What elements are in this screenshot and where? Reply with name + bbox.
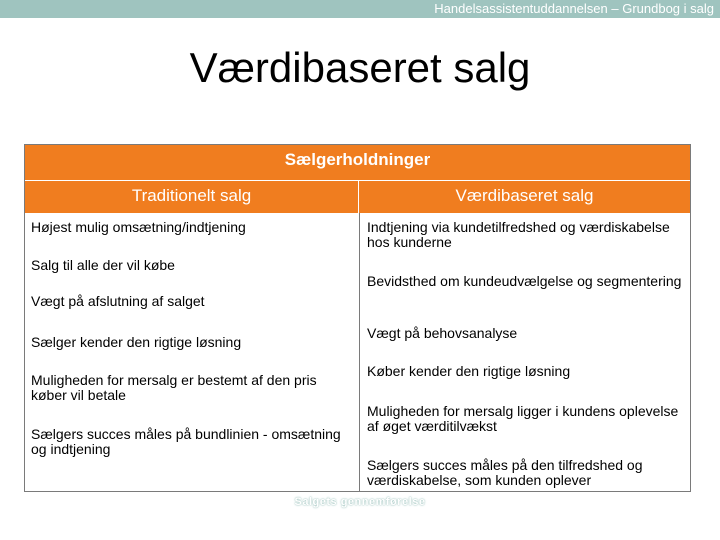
right-item: Køber kender den rigtige løsning	[367, 363, 571, 379]
table-heading: Sælgerholdninger	[25, 145, 690, 181]
slide-title: Værdibaseret salg	[189, 44, 531, 91]
top-banner	[0, 0, 720, 18]
column-header-traditional: Traditionelt salg	[25, 181, 359, 213]
column-header-value-based: Værdibaseret salg	[359, 181, 690, 213]
left-item: Salg til alle der vil købe	[31, 257, 175, 273]
right-item: Sælgers succes måles på den tilfredshed og værdiskabelse, som kunden oplever	[367, 457, 643, 488]
left-item: Sælger kender den rigtige løsning	[31, 334, 242, 350]
right-item: Muligheden for mersalg ligger i kundens oplevelse af øget værditilvækst	[367, 403, 679, 434]
left-item: Sælgers succes måles på bundlinien - omsætning og indtjening	[31, 426, 341, 457]
right-item: Bevidsthed om kundeudvælgelse og segmentering	[367, 273, 682, 289]
comparison-table	[24, 144, 691, 492]
left-item: Vægt på afslutning af salget	[31, 293, 205, 309]
footer-text: Salgets gennemførelse	[294, 496, 426, 508]
column-divider	[359, 213, 360, 492]
banner-text: Handelsassistentuddannelsen – Grundbog i salg	[434, 1, 714, 16]
right-item: Indtjening via kundetilfredshed og værdiskabelse hos kunderne	[367, 219, 670, 250]
left-item: Muligheden for mersalg er bestemt af den pris køber vil betale	[31, 372, 317, 403]
left-item: Højest mulig omsætning/indtjening	[31, 219, 246, 235]
right-item: Vægt på behovsanalyse	[367, 325, 518, 341]
